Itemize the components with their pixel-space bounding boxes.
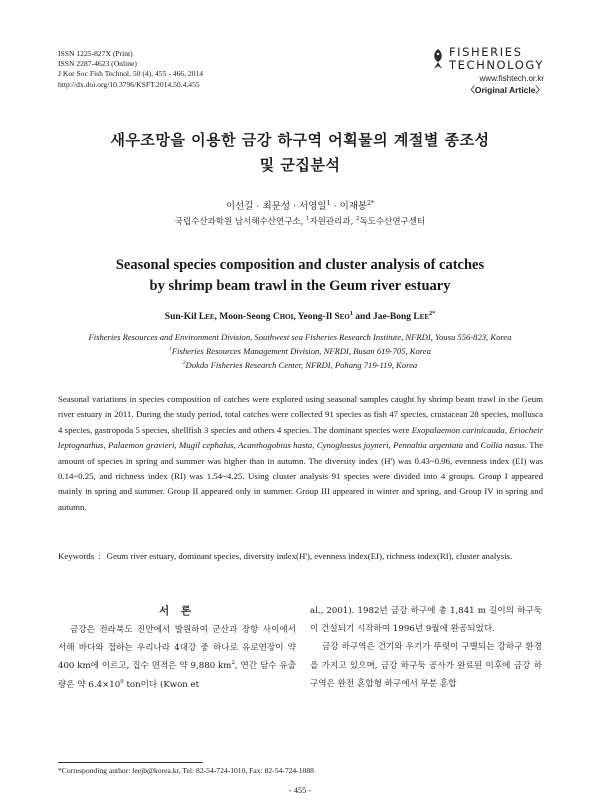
korean-author: · 이재봉 [330, 201, 368, 212]
footnote-rule [58, 762, 203, 763]
section-heading: 서 론 [159, 605, 195, 617]
korean-author-group: 이선길 · 최문성 · 서영일 [225, 201, 327, 212]
journal-metadata [58, 49, 203, 90]
superscript: 2* [429, 310, 436, 317]
affiliation-1 [0, 345, 600, 359]
author-surname: Lee [198, 312, 215, 322]
author-surname: Choi [272, 312, 294, 322]
paragraph: 금강 하구역은 건기와 우기가 뚜렷이 구별되는 강하구 환경을 가지고 있으며, 금강 하구둑 공사가 완료된 이후에 금강 하구역은 완전 혼합형 하구에서 부분 혼합 [310, 642, 542, 689]
superscript: 2 [231, 660, 235, 667]
paragraph-text: 금강은 전라북도 진안에서 발원하여 군산과 장항 사이에서 서해 바다와 접하는 우리나라 4대강 중 하나로 유로연장이 약 400 km에 이르고, 집수 면적은 약 9,880 km [58, 625, 296, 672]
article-type: 〈Original Article〉 [466, 85, 544, 95]
english-affiliations [0, 331, 600, 372]
korean-affiliations [0, 215, 600, 227]
superscript: 9 [120, 678, 124, 685]
journal-url[interactable]: www.fishtech.or.kr [479, 74, 544, 83]
author-given: , Yeong-Il [293, 312, 335, 322]
superscript: 2 [182, 359, 186, 366]
paragraph: al., 2001). 1982년 금강 하구에 총 1,841 m 길이의 하구둑이 건설되기 시작하여 1996년 9월에 완공되었다. [310, 606, 542, 635]
page-number: - 455 - [288, 786, 312, 795]
author-surname: Lee [413, 312, 430, 322]
english-authors [0, 312, 600, 322]
author-given: and Jae-Bong [352, 312, 414, 322]
logo-line-2: TECHNOLOGY [448, 57, 544, 72]
body-column-left [58, 621, 296, 694]
abstract-text: and [463, 440, 481, 451]
author-given: , Moon-Seong [214, 312, 273, 322]
english-title-line-1: Seasonal species composition and cluster analysis of catches [115, 257, 485, 273]
superscript: 1 [326, 199, 331, 207]
abstract-text: Seasonal variations in species composition of catches were explored using seasonal samples caught by shrimp beam trawl in the Geum river estuary in 2011. During the study period, total catches were collected 91 species as fish 47 species, crustacean 28 species, mollusca 4 species, gastropoda 5 species, shellfish 3 species and others 4 species. The dominant species were [58, 394, 543, 435]
korean-affiliation: 독도수산연구센터 [359, 217, 426, 227]
body-column-right [310, 602, 542, 693]
logo-line-1: FISHERIES [448, 45, 523, 59]
issn-print: ISSN 1225-827X (Print) [58, 49, 133, 58]
paragraph [58, 621, 296, 694]
paragraph-text: , 연간 담수 유출량은 약 6.4×10 [58, 661, 296, 690]
logo-wordmark [449, 46, 544, 71]
affiliation-2 [0, 359, 600, 373]
journal-logo [424, 46, 544, 96]
superscript: 1 [306, 216, 310, 223]
issn-online: ISSN 2287-4623 (Online) [58, 59, 137, 69]
species-names: Exopalaemon carinicauda, Eriocheir leptognathus, Palaemon gravieri, Mugil cephalus, Acanthogobius hasta, Cynoglossus joyneri, Pennahia argentata [58, 424, 543, 451]
affiliation-text: Fisheries Resources Management Division, NFRDI, Busan 619-705, Korea [171, 345, 431, 356]
corresponding-author-footnote: *Corresponding author: leejb@korea.kr, Tel: 82-54-724-1010, Fax: 82-54-724-1088 [58, 766, 314, 775]
korean-title [0, 128, 600, 178]
korean-title-line-1: 새우조망을 이용한 금강 하구역 어획물의 계절별 종조성 [110, 131, 490, 149]
korean-affiliation: 국립수산과학원 남서해수산연구소, [174, 217, 307, 227]
english-title-line-2: by shrimp beam trawl in the Geum river estuary [149, 278, 451, 294]
keywords [58, 549, 543, 563]
keywords-label: Keywords [58, 551, 95, 561]
korean-title-line-2: 및 군집분석 [259, 156, 341, 174]
superscript: 1 [349, 310, 353, 317]
abstract-text: . The amount of species in spring and summer was higher than in autumn. The diversity index (H') was 0.43~0.96, evenness index (EI) was 0.14~0.25, and richness index (RI) was 1.54~4.25. Using cluster analysis 91 species were divided into 4 groups. Group I appeared mainly in spring and summer. Group II appeared only in summer. Group III appeared in winter and spring, and Group IV in spring and autumn. [58, 440, 543, 512]
superscript: 1 [169, 345, 172, 352]
author-given: Sun-Kil [164, 312, 199, 322]
affiliation-text: Dokdo Fisheries Research Center, NFRDI, Pohang 719-119, Korea [185, 359, 418, 370]
korean-affiliation: 자원관리과, [309, 217, 357, 227]
journal-citation: J Kor Soc Fish Technol, 50 (4), 455 - 466, 2014 [58, 69, 204, 79]
superscript: 2* [367, 199, 375, 207]
superscript: 2 [356, 216, 360, 223]
abstract [58, 392, 543, 515]
fish-logo-icon [431, 48, 445, 70]
affiliation-0: Fisheries Resources and Environment Division, Southwest sea Fisheries Research Institute, NFRDI, Yousu 556-823, Korea [88, 332, 512, 342]
author-surname: Seo [334, 312, 350, 322]
doi-link[interactable]: http://dx.doi.org/10.3796/KSFT.2014.50.4.455 [58, 79, 200, 89]
english-title [0, 255, 600, 297]
species-name: Coilia nasus [480, 440, 525, 451]
keywords-text: Geum river estuary, dominant species, diversity index(H'), evenness index(EI), richness index(RI), cluster analysis. [106, 551, 513, 561]
paragraph-text: ton이다 (Kwon et [123, 679, 200, 690]
korean-authors [0, 198, 600, 212]
keywords-separator: : [98, 551, 101, 561]
